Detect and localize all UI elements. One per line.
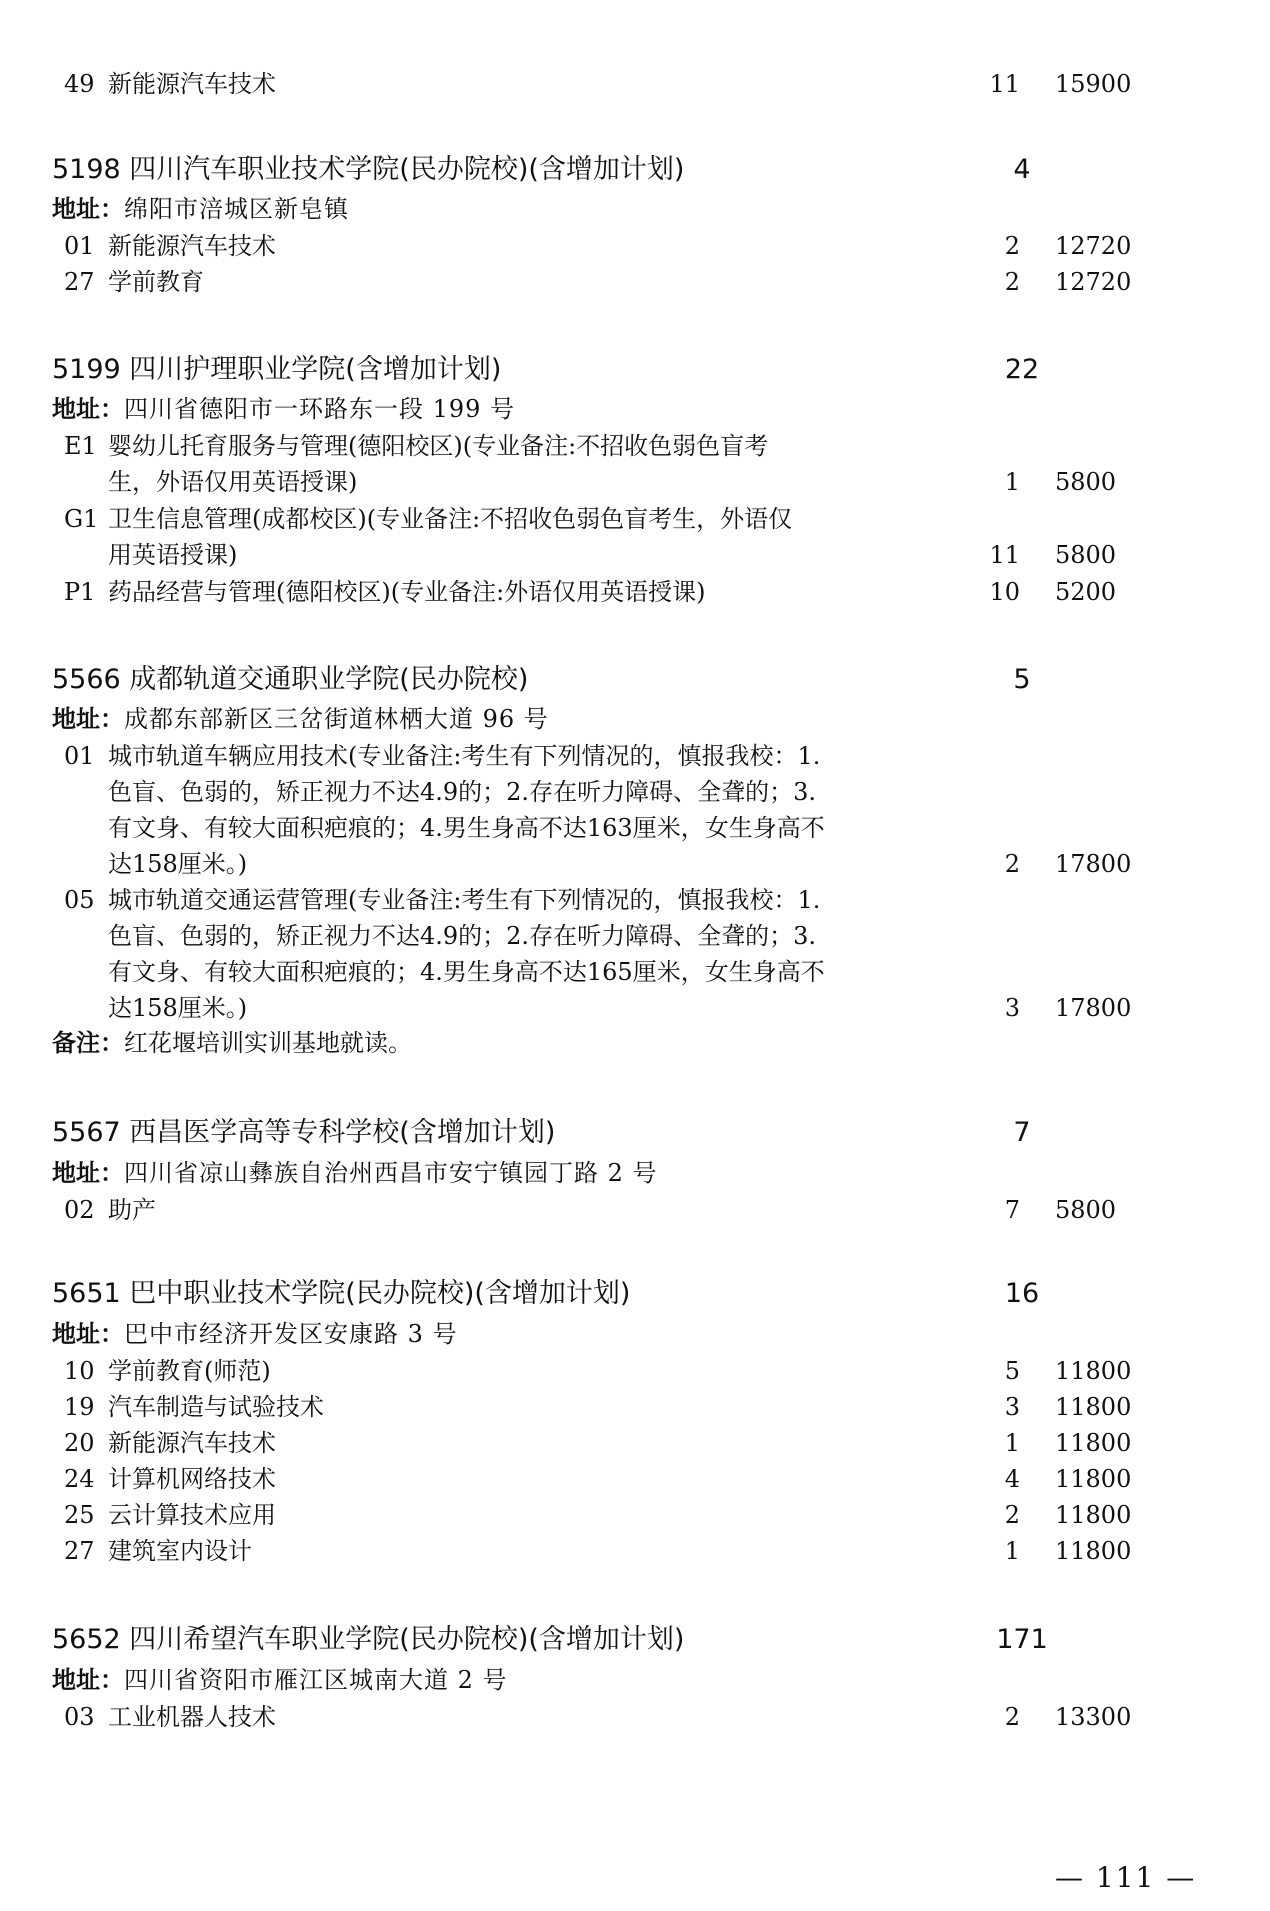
major-fee: 13300 xyxy=(1055,1703,1132,1731)
school-title: 5566 成都轨道交通职业学院(民办院校) xyxy=(52,664,529,695)
major-plan: 1 xyxy=(1004,1429,1020,1457)
major-code: 02 xyxy=(64,1196,95,1224)
school-header-5567 xyxy=(52,1113,1202,1153)
major-row xyxy=(0,1192,1270,1228)
major-fee: 11800 xyxy=(1055,1357,1132,1385)
address-value: 四川省资阳市雁江区城南大道 2 号 xyxy=(124,1666,508,1694)
school-header-5198 xyxy=(52,150,1202,190)
major-fee: 5800 xyxy=(1055,541,1117,569)
major-fee: 11800 xyxy=(1055,1429,1132,1457)
school-header-5566 xyxy=(52,660,1202,700)
major-name: 新能源汽车技术 xyxy=(108,1429,276,1457)
major-code: 27 xyxy=(64,1537,95,1565)
major-row xyxy=(0,1497,1270,1533)
major-name: 汽车制造与试验技术 xyxy=(108,1393,324,1421)
major-row xyxy=(0,1699,1270,1735)
major-plan: 5 xyxy=(1004,1357,1020,1385)
major-row xyxy=(0,882,1270,918)
major-row xyxy=(0,1353,1270,1389)
major-row xyxy=(0,738,1270,774)
school-header-5651 xyxy=(52,1274,1202,1314)
major-fee: 17800 xyxy=(1055,850,1132,878)
major-row xyxy=(0,228,1270,264)
address-label: 地址： xyxy=(52,1159,124,1187)
major-plan: 2 xyxy=(1004,232,1020,260)
major-plan: 2 xyxy=(1004,268,1020,296)
major-row-continued xyxy=(0,918,1270,954)
school-title: 5652 四川希望汽车职业学院(民办院校)(含增加计划) xyxy=(52,1624,685,1655)
school-address xyxy=(52,392,515,426)
major-name-line: 用英语授课) xyxy=(108,541,238,569)
school-plan: 171 xyxy=(996,1624,1048,1655)
address-label: 地址： xyxy=(52,705,124,733)
major-name-line: 城市轨道交通运营管理(专业备注:考生有下列情况的，慎报我校：1. xyxy=(108,886,821,914)
major-plan: 2 xyxy=(1004,1501,1020,1529)
major-row-continued xyxy=(0,846,1270,882)
note-value: 红花堰培训实训基地就读。 xyxy=(124,1029,412,1057)
major-plan: 1 xyxy=(1004,468,1020,496)
note-label: 备注： xyxy=(52,1029,124,1057)
major-name-line: 达158厘米。) xyxy=(108,994,248,1022)
major-fee: 15900 xyxy=(1055,70,1132,98)
address-value: 成都东部新区三岔街道林栖大道 96 号 xyxy=(124,705,549,733)
major-name: 新能源汽车技术 xyxy=(108,232,276,260)
school-plan: 22 xyxy=(1004,354,1040,385)
major-name: 学前教育 xyxy=(108,268,204,296)
major-name: 建筑室内设计 xyxy=(108,1537,252,1565)
address-value: 巴中市经济开发区安康路 3 号 xyxy=(124,1320,458,1348)
major-row-continued xyxy=(0,464,1270,500)
major-name-line: 达158厘米。) xyxy=(108,850,248,878)
address-label: 地址： xyxy=(52,1666,124,1694)
major-name: 计算机网络技术 xyxy=(108,1465,276,1493)
major-plan: 10 xyxy=(989,578,1020,606)
school-header-5652 xyxy=(52,1620,1202,1660)
major-row xyxy=(0,66,1270,102)
major-code: 49 xyxy=(64,70,95,98)
major-row xyxy=(0,264,1270,300)
major-code: 27 xyxy=(64,268,95,296)
school-title: 5651 巴中职业技术学院(民办院校)(含增加计划) xyxy=(52,1278,631,1309)
major-name: 新能源汽车技术 xyxy=(108,70,276,98)
major-name-line: 婴幼儿托育服务与管理(德阳校区)(专业备注:不招收色弱色盲考 xyxy=(108,432,769,460)
major-fee: 11800 xyxy=(1055,1393,1132,1421)
major-name-line: 有文身、有较大面积疤痕的；4.男生身高不达163厘米，女生身高不 xyxy=(108,814,825,842)
major-code: 01 xyxy=(64,232,95,260)
page-number: — 111 — xyxy=(1055,1861,1197,1894)
major-row-continued xyxy=(0,810,1270,846)
major-name-line: 生，外语仅用英语授课) xyxy=(108,468,358,496)
major-code: 19 xyxy=(64,1393,95,1421)
major-code: 01 xyxy=(64,742,95,770)
major-name-line: 色盲、色弱的，矫正视力不达4.9的；2.存在听力障碍、全聋的；3. xyxy=(108,778,816,806)
major-plan: 11 xyxy=(989,541,1020,569)
address-label: 地址： xyxy=(52,395,124,423)
major-fee: 5800 xyxy=(1055,468,1117,496)
major-plan: 2 xyxy=(1004,850,1020,878)
major-fee: 11800 xyxy=(1055,1465,1132,1493)
major-fee: 12720 xyxy=(1055,232,1132,260)
major-name: 云计算技术应用 xyxy=(108,1501,276,1529)
address-value: 四川省凉山彝族自治州西昌市安宁镇园丁路 2 号 xyxy=(124,1159,658,1187)
major-name: 助产 xyxy=(108,1196,156,1224)
major-code: E1 xyxy=(64,432,97,460)
major-row xyxy=(0,1389,1270,1425)
major-row-continued xyxy=(0,990,1270,1026)
major-plan: 3 xyxy=(1004,994,1020,1022)
major-code: 20 xyxy=(64,1429,95,1457)
major-plan: 2 xyxy=(1004,1703,1020,1731)
school-title: 5199 四川护理职业学院(含增加计划) xyxy=(52,354,502,385)
major-plan: 7 xyxy=(1004,1196,1020,1224)
major-fee: 11800 xyxy=(1055,1501,1132,1529)
major-code: 05 xyxy=(64,886,95,914)
major-name-line: 城市轨道车辆应用技术(专业备注:考生有下列情况的，慎报我校：1. xyxy=(108,742,821,770)
major-plan: 11 xyxy=(989,70,1020,98)
major-fee: 5200 xyxy=(1055,578,1117,606)
major-plan: 4 xyxy=(1004,1465,1020,1493)
major-code: G1 xyxy=(64,505,99,533)
major-name: 学前教育(师范) xyxy=(108,1357,271,1385)
major-row-continued xyxy=(0,537,1270,573)
major-plan: 1 xyxy=(1004,1537,1020,1565)
major-code: 03 xyxy=(64,1703,95,1731)
address-value: 四川省德阳市一环路东一段 199 号 xyxy=(124,395,516,423)
major-row xyxy=(0,428,1270,464)
school-plan: 4 xyxy=(1013,154,1031,185)
major-row-continued xyxy=(0,954,1270,990)
major-code: 10 xyxy=(64,1357,95,1385)
school-note xyxy=(52,1026,412,1060)
school-title: 5198 四川汽车职业技术学院(民办院校)(含增加计划) xyxy=(52,154,685,185)
school-address xyxy=(52,1663,508,1697)
address-value: 绵阳市涪城区新皂镇 xyxy=(124,195,349,223)
address-label: 地址： xyxy=(52,1320,124,1348)
school-plan: 7 xyxy=(1013,1117,1031,1148)
major-row xyxy=(0,1533,1270,1569)
major-fee: 11800 xyxy=(1055,1537,1132,1565)
major-name: 药品经营与管理(德阳校区)(专业备注:外语仅用英语授课) xyxy=(108,578,706,606)
school-address xyxy=(52,1156,658,1190)
major-name-line: 有文身、有较大面积疤痕的；4.男生身高不达165厘米，女生身高不 xyxy=(108,958,825,986)
major-plan: 3 xyxy=(1004,1393,1020,1421)
major-name-line: 色盲、色弱的，矫正视力不达4.9的；2.存在听力障碍、全聋的；3. xyxy=(108,922,816,950)
school-address xyxy=(52,1317,458,1351)
school-plan: 16 xyxy=(1004,1278,1040,1309)
major-name: 工业机器人技术 xyxy=(108,1703,276,1731)
major-row xyxy=(0,1461,1270,1497)
school-address xyxy=(52,702,549,736)
major-fee: 5800 xyxy=(1055,1196,1117,1224)
major-code: 25 xyxy=(64,1501,95,1529)
school-address xyxy=(52,192,349,226)
major-row xyxy=(0,1425,1270,1461)
school-title: 5567 西昌医学高等专科学校(含增加计划) xyxy=(52,1117,556,1148)
major-code: P1 xyxy=(64,578,96,606)
major-row xyxy=(0,501,1270,537)
major-row-continued xyxy=(0,774,1270,810)
address-label: 地址： xyxy=(52,195,124,223)
major-name-line: 卫生信息管理(成都校区)(专业备注:不招收色弱色盲考生，外语仅 xyxy=(108,505,793,533)
major-code: 24 xyxy=(64,1465,95,1493)
major-fee: 12720 xyxy=(1055,268,1132,296)
school-plan: 5 xyxy=(1013,664,1031,695)
major-row xyxy=(0,574,1270,610)
school-header-5199 xyxy=(52,350,1202,390)
major-fee: 17800 xyxy=(1055,994,1132,1022)
